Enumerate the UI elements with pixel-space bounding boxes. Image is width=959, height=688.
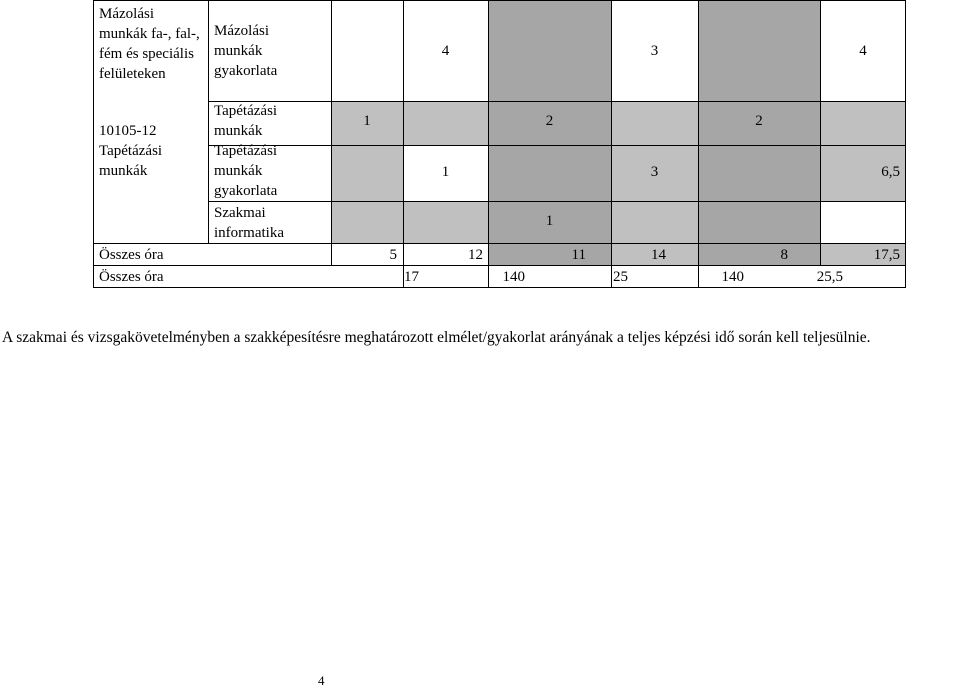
hline-bottom — [93, 287, 906, 288]
cell-value: 1 — [363, 113, 371, 129]
page-number: 4 — [318, 673, 325, 688]
vline-1 — [208, 1, 209, 243]
total-2-value: 140 — [502, 269, 525, 285]
cell-value: 3 — [650, 43, 659, 59]
total-1-value: 17,5 — [873, 247, 900, 263]
white-c7-row4 — [820, 201, 906, 243]
hours-table — [0, 0, 959, 300]
total-1-value: 14 — [651, 247, 666, 263]
total-label-2: Összes óra — [99, 269, 164, 285]
total-2-value: 25 — [613, 269, 628, 285]
cell-value: 1 — [545, 213, 554, 229]
cell-value: 4 — [859, 43, 867, 59]
total-2-value: 17 — [404, 269, 419, 285]
total-1-value: 12 — [468, 247, 483, 263]
total-1-value: 5 — [389, 247, 397, 263]
cell-value: 2 — [545, 113, 554, 129]
subject-name-2: Tapétázási munkák — [214, 103, 278, 139]
hline-r3 — [208, 201, 906, 202]
subject-name-1: Mázolási munkák gyakorlata — [214, 23, 278, 79]
module-name: Mázolási munkák fa-, fal-, fém és speciális felületeken — [99, 6, 200, 82]
shade-col-6 — [698, 1, 820, 265]
shade-c1-row4 — [331, 201, 403, 243]
cell-value: 2 — [755, 113, 763, 129]
subject-name-4: Szakmai informatika — [214, 205, 284, 241]
module-code: 10105-12 — [99, 123, 157, 139]
shade-c2-row4 — [403, 201, 488, 243]
shade-c2-row — [403, 101, 488, 145]
cell-value: 6,5 — [881, 164, 900, 180]
total-1-value: 11 — [571, 247, 586, 263]
hline-r4 — [93, 243, 906, 244]
subject-name-3: Tapétázási munkák gyakorlata — [214, 143, 278, 199]
total-2-value: 25,5 — [816, 269, 843, 285]
module-title: Tapétázási munkák — [99, 143, 163, 179]
vline-0 — [93, 1, 94, 288]
hline-top — [93, 0, 906, 1]
total-1-value: 8 — [780, 247, 788, 263]
hline-r5 — [93, 265, 906, 266]
total-label-1: Összes óra — [99, 247, 164, 263]
shade-c4-row2 — [611, 101, 698, 145]
shade-c7-row — [820, 101, 906, 145]
footnote-text: A szakmai és vizsgakövetelményben a szakképesítésre meghatározott elmélet/gyakorlat arányának a teljes képzési idő során kell teljesülnie. — [2, 329, 871, 346]
cell-value: 1 — [441, 164, 450, 180]
total-2-value: 140 — [721, 269, 744, 285]
cell-value: 3 — [650, 164, 659, 180]
vline-2 — [331, 1, 332, 265]
white-c5-row4 — [611, 201, 698, 243]
row1-c1-white — [331, 1, 403, 101]
cell-value: 4 — [441, 43, 450, 59]
